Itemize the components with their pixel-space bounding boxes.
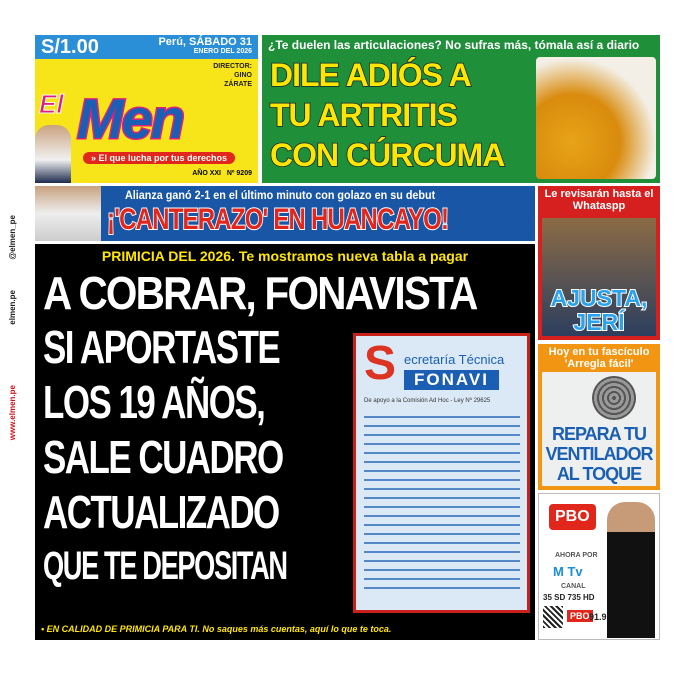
fan-icon [592,376,636,420]
fonavi-table-image [353,333,530,613]
fascicle-headline-1: REPARA TU [552,424,646,444]
social-sidebar [6,215,30,495]
main-headline-2: SI APORTASTE [43,321,280,373]
year: AÑO XXI [192,170,222,177]
health-headline-1: DILE ADIÓS A [270,57,471,93]
politics-story[interactable] [538,186,660,340]
director-name: GINO [234,72,252,79]
director [192,62,252,89]
doc-subtitle: De apoyo a la Comisión Ad Hoc - Ley Nº 29625 [364,398,491,404]
player-photo [35,125,71,183]
fascicle-headline-2: VENTILADOR [545,444,653,464]
doc-org: FONAVI [404,370,499,390]
ad-channels: 35 SD 735 HD [543,593,595,602]
main-footer: • EN CALIDAD DE PRIMICIA PARA TI. No saques más cuentas, aquí lo que te toca. [41,624,392,634]
health-headline-2: TU ARTRITIS [270,97,457,133]
price-date-bar [35,35,258,59]
date: Perú, SÁBADO 31 [158,36,252,48]
sport-headline: ¡'CANTERAZO' EN HUANCAYO! [107,203,449,236]
sport-kicker: Alianza ganó 2-1 en el último minuto con golazo en su debut [125,188,436,202]
main-headline-3: LOS 19 AÑOS, [43,376,265,428]
pbo-advertisement[interactable] [538,493,660,640]
movistar-tv-logo: M Tv [553,564,583,579]
turmeric-photo [536,57,656,179]
payment-table [364,416,520,596]
politics-headline-2: JERÍ [573,309,625,335]
politics-kicker: Le revisarán hasta el Whataspp [544,188,654,212]
player-photo [35,186,101,241]
ad-channel-label: CANAL [561,583,586,590]
slogan: » El que lucha por tus derechos [83,152,235,164]
facebook-handle: elmen.pe [8,290,17,325]
issue-info [192,170,252,177]
fonavi-logo-s: S [364,337,397,390]
presenter-photo [607,502,655,638]
main-headline-1: A COBRAR, FONAVISTA [43,267,477,319]
pbo-logo: PBO [549,504,596,530]
twitter-handle: @elmen_pe [8,215,17,260]
main-headline-6: QUE TE DEPOSITAN [43,544,287,588]
main-story[interactable] [35,244,535,640]
price: S/1.00 [41,36,99,58]
health-story[interactable] [262,35,660,183]
website-link[interactable]: www.elmen.pe [8,385,17,441]
logo-men: Men [77,87,183,150]
main-kicker: PRIMICIA DEL 2026. Te mostramos nueva tabla a pagar [101,248,469,264]
doc-title: ecretaría Técnica [404,352,505,367]
masthead [35,35,258,183]
qr-code-icon [543,606,563,628]
main-headline-5: ACTUALIZADO [43,486,279,538]
issue-number: Nº 9209 [226,170,252,177]
politics-headline-1: AJUSTA, [550,285,648,311]
main-headline-4: SALE CUADRO [43,431,283,483]
logo-el: El [39,89,64,119]
director-surname: ZÁRATE [224,81,252,88]
date-month: ENERO DEL 2026 [193,48,252,55]
sport-story[interactable] [35,186,535,241]
ad-now-on: AHORA POR [555,552,598,559]
pbo-radio-logo: PBO [567,610,593,622]
director-label: DIRECTOR: [213,63,252,70]
health-headline-3: CON CÚRCUMA [270,137,505,173]
health-kicker: ¿Te duelen las articulaciones? No sufras más, tómala así a diario [268,38,640,52]
fascicle-kicker: Hoy en tu fascículo 'Arregla fácil' [548,346,650,370]
ad-frequency: 91.9 [589,612,607,622]
fascicle-story[interactable] [538,344,660,490]
fascicle-headline-3: AL TOQUE [556,464,642,484]
